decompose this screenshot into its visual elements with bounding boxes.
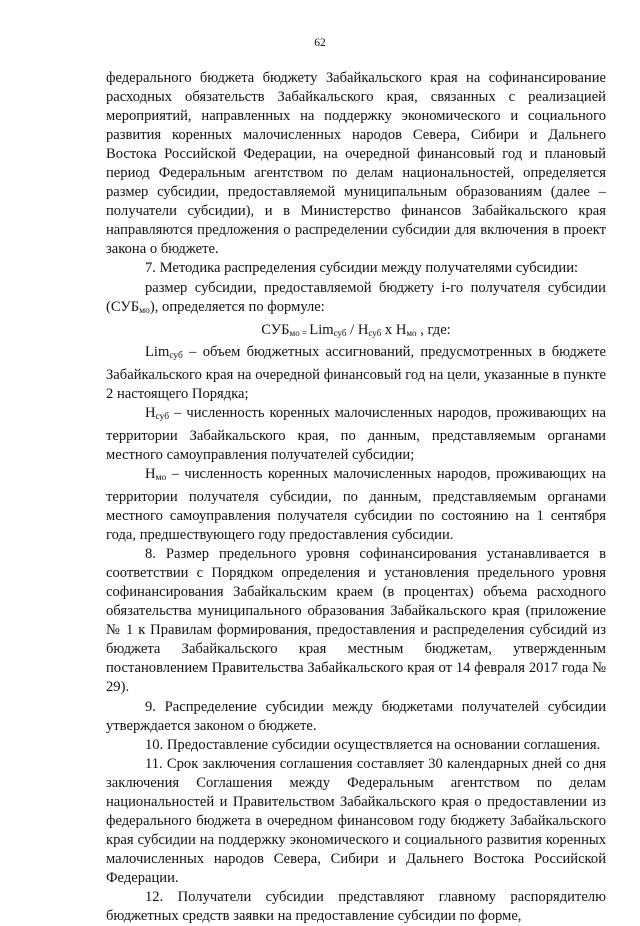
subscript: мо bbox=[406, 327, 417, 338]
symbol: Н bbox=[145, 465, 156, 482]
definition-h-mo bbox=[106, 465, 606, 545]
formula-equals: = bbox=[299, 327, 310, 338]
page-number: 62 bbox=[314, 37, 326, 49]
formula-h: Н bbox=[357, 321, 369, 338]
subscript: суб bbox=[368, 327, 382, 338]
formula-h2: Н bbox=[395, 321, 407, 338]
paragraph-12: 12. Получатели субсидии представляют главному распорядителю бюджетных средств заявки на предоставление субсидии по форме, bbox=[106, 888, 606, 925]
paragraph-8: 8. Размер предельного уровня софинансирования устанавливается в соответствии с Порядком определения и установления предельного уровня софинансирования Забайкальским краем (в процентах) объема расходного обязательства муниципального образования Забайкальского края (приложение № 1 к Правилам формирования, предоставления и распределения субсидий из бюджета Забайкальского края местным бюджетам, утвержденным постановлением Правительства Забайкальского края от 14 февраля 2017 года № 29). bbox=[106, 546, 606, 696]
subscript: мо bbox=[155, 472, 167, 483]
formula-lhs: СУБ bbox=[261, 321, 290, 338]
formula-divide: / bbox=[346, 321, 358, 338]
document-body bbox=[106, 69, 606, 926]
paragraph-9: 9. Распределение субсидии между бюджетами получателей субсидии утверждается законом о бюджете. bbox=[106, 698, 606, 734]
paragraph-continuation: федерального бюджета бюджету Забайкальского края на софинансирование расходных обязательств Забайкальского края, связанных с реализацией мероприятий, направленных на поддержку экономического и социального развития коренных малочисленных народов Севера, Сибири и Дальнего Востока Российской Федерации, на очередной финансовый год и плановый период Федеральным агентством по делам национальностей, определяется размер субсидии, предоставляемой муниципальным образованиям (далее – получатели субсидии), и в Министерство финансов Забайкальского края направляются предложения о распределении субсидии для включения в проект закона о бюджете. bbox=[106, 70, 606, 258]
formula-tail: , где: bbox=[416, 321, 451, 338]
formula bbox=[106, 321, 606, 343]
subscript: мо bbox=[289, 327, 300, 338]
text: ), определяется по формуле: bbox=[149, 298, 325, 315]
definition-h-sub bbox=[106, 404, 606, 465]
subscript: суб bbox=[333, 327, 347, 338]
paragraph-10: 10. Предоставление субсидии осуществляется на основании соглашения. bbox=[145, 736, 601, 753]
subscript: суб bbox=[155, 411, 170, 422]
subscript: мо bbox=[139, 305, 150, 316]
text: размер субсидии, предоставляемой бюджету i-го получателя субсидии (СУБ bbox=[106, 279, 606, 315]
formula-lim: Lim bbox=[309, 321, 334, 338]
formula-times: х bbox=[381, 321, 396, 338]
definition-lim bbox=[106, 343, 606, 404]
symbol: Н bbox=[145, 404, 156, 421]
definition-text: – численность коренных малочисленных народов, проживающих на территории Забайкальского края, по данным, представляемым органами местного самоуправления получателей субсидии; bbox=[106, 404, 606, 463]
symbol: Lim bbox=[145, 343, 170, 360]
paragraph-7: 7. Методика распределения субсидии между получателями субсидии: bbox=[145, 260, 579, 277]
subscript: суб bbox=[169, 350, 183, 361]
paragraph-11: 11. Срок заключения соглашения составляет 30 календарных дней со дня заключения Соглашения между Федеральным агентством по делам национальностей и Правительством Забайкальского края о предоставлении из федерального бюджета в очередном финансовом году бюджету Забайкальского края субсидии на поддержку экономического и социального развития коренных малочисленных народов Севера, Сибири и Дальнего Востока Российской Федерации. bbox=[106, 755, 606, 886]
definition-text: – объем бюджетных ассигнований, предусмотренных в бюджете Забайкальского края на очередной финансовый год на цели, указанные в пункте 2 настоящего Порядка; bbox=[106, 343, 606, 402]
definition-text: – численность коренных малочисленных народов, проживающих на территории получателя субсидии, по данным, представляемым органами местного самоуправления получателя субсидии по состоянию на 1 сентября года, предшествующего году предоставления субсидии. bbox=[106, 465, 606, 544]
paragraph-subsidy-size bbox=[106, 279, 606, 321]
